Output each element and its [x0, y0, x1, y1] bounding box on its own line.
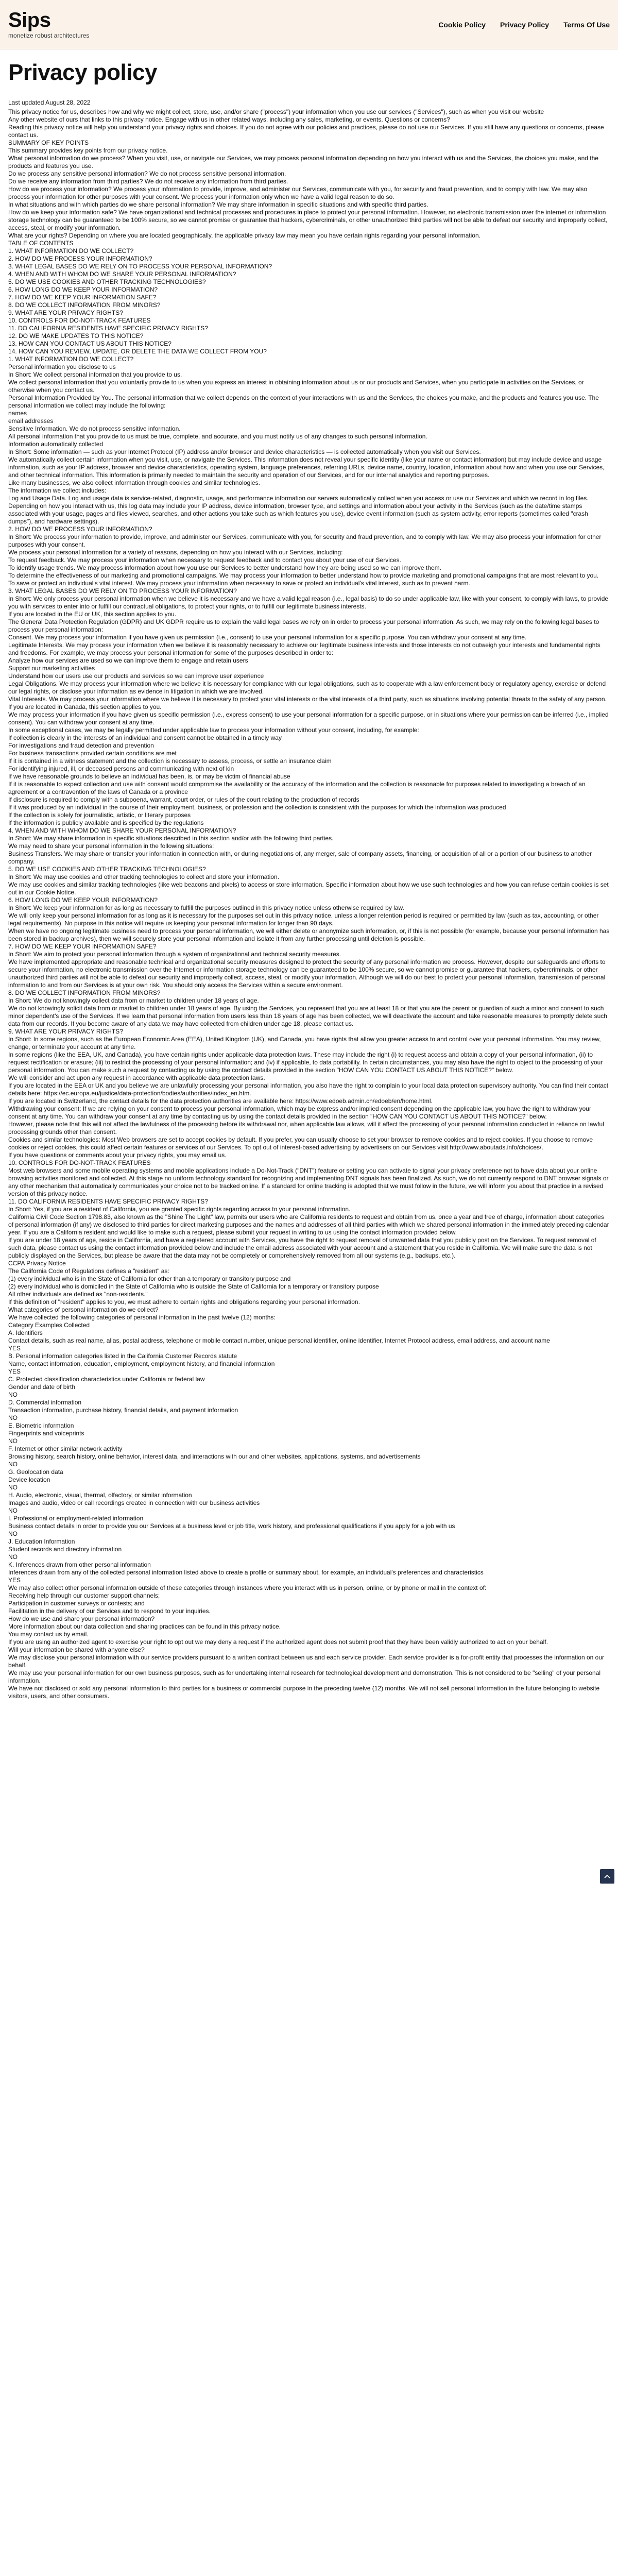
policy-paragraph: 7. HOW DO WE KEEP YOUR INFORMATION SAFE?	[8, 943, 157, 950]
policy-paragraph: California Civil Code Section 1798.83, also known as the "Shine The Light" law, permits our users who are California residents to request and obtain from us, once a year and free of charge, information about categories of personal information (if any) we disclosed to third parties for direct marketing purposes and the names and addresses of all third parties with which we shared personal information in the immediately preceding calendar year. If you are a California resident and would like to make such a request, please submit your request in writing to us using the contact information provided below.	[8, 1213, 609, 1236]
policy-paragraph: NO	[8, 1461, 18, 1468]
policy-paragraph: NO	[8, 1414, 18, 1421]
policy-paragraph: Contact details, such as real name, alias, postal address, telephone or mobile contact number, unique personal identifier, online identifier, Internet Protocol address, email address, and account name	[8, 1337, 550, 1344]
policy-paragraph: We process your personal information for a variety of reasons, depending on how you interact with our Services, including:	[8, 549, 343, 556]
policy-paragraph: If it was produced by an individual in the course of their employment, business, or profession and the collection is consistent with the purposes for which the information was produced	[8, 804, 506, 811]
policy-paragraph: We will only keep your personal information for as long as it is necessary for the purposes set out in this privacy notice, unless a longer retention period is required or permitted by law (such as tax, accounting, or other legal requirements). No purpose in this notice will require us keeping your personal information for longer than 90 days.	[8, 912, 599, 927]
policy-paragraph: Facilitation in the delivery of our Services and to respond to your inquiries.	[8, 1607, 211, 1615]
policy-paragraph: 4. WHEN AND WITH WHOM DO WE SHARE YOUR PERSONAL INFORMATION?	[8, 827, 236, 834]
policy-paragraph: Consent. We may process your information if you have given us permission (i.e., consent) to use your personal information for a specific purpose. You can withdraw your consent at any time.	[8, 634, 527, 641]
policy-paragraph: If you are under 18 years of age, reside in California, and have a registered account with Services, you have the right to request removal of unwanted data that you publicly post on the Services. To request removal of such data, please contact us using the contact information provided below and include the email address associated with your account and a statement that you reside in California. We will make sure the data is not publicly displayed on the Services, but please be aware that the data may not be completely or comprehensively removed from all our systems (e.g., backups, etc.).	[8, 1236, 596, 1259]
policy-paragraph: NO	[8, 1484, 18, 1491]
policy-paragraph: B. Personal information categories listed in the California Customer Records statute	[8, 1352, 237, 1360]
policy-paragraph: 1. WHAT INFORMATION DO WE COLLECT?	[8, 355, 134, 363]
policy-paragraph: All other individuals are defined as "non-residents."	[8, 1291, 148, 1298]
policy-paragraph: To determine the effectiveness of our marketing and promotional campaigns. We may process your information to better understand how to provide marketing and promotional campaigns that are most relevant to you.	[8, 572, 599, 579]
policy-paragraph: Gender and date of birth	[8, 1383, 76, 1391]
policy-paragraph: 7. HOW DO WE KEEP YOUR INFORMATION SAFE?	[8, 294, 157, 301]
policy-paragraph: Support our marketing activities	[8, 665, 95, 672]
policy-paragraph: Do we process any sensitive personal information? We do not process sensitive personal information.	[8, 170, 286, 177]
policy-paragraph: In Short: We may share information in specific situations described in this section and/or with the following third parties.	[8, 835, 334, 842]
policy-paragraph: Device location	[8, 1476, 50, 1483]
nav-privacy-policy[interactable]: Privacy Policy	[500, 20, 549, 29]
policy-paragraph: J. Education Information	[8, 1538, 75, 1545]
policy-paragraph: If you are located in Switzerland, the contact details for the data protection authorities are available here: https://www.edoeb.admin.ch/edoeb/en/home.html.	[8, 1097, 433, 1105]
policy-paragraph: We will consider and act upon any request in accordance with applicable data protection laws.	[8, 1074, 265, 1081]
policy-paragraph: Personal information you disclose to us	[8, 363, 116, 370]
policy-paragraph: If disclosure is required to comply with a subpoena, warrant, court order, or rules of the court relating to the production of records	[8, 796, 359, 803]
policy-paragraph: In Short: We only process your personal information when we believe it is necessary and we have a valid legal reason (i.e., legal basis) to do so under applicable law, like with your consent, to comply with laws, to provide you with services to enter into or fulfill our contractual obligations, to protect your rights, or to fulfill our legitimate business interests.	[8, 595, 609, 610]
policy-paragraph: E. Biometric information	[8, 1422, 74, 1429]
policy-paragraph: How do we keep your information safe? We have organizational and technical processes and procedures in place to protect your personal information. However, no electronic transmission over the internet or information storage technology can be guaranteed to be 100% secure, so we cannot promise or guarantee that hackers, cybercriminals, or other unauthorized third parties will not be able to defeat our security and improperly collect, access, steal, or modify your information.	[8, 209, 608, 231]
policy-paragraph: 9. WHAT ARE YOUR PRIVACY RIGHTS?	[8, 1028, 123, 1035]
policy-paragraph: CCPA Privacy Notice	[8, 1260, 66, 1267]
policy-paragraph: 5. DO WE USE COOKIES AND OTHER TRACKING TECHNOLOGIES?	[8, 866, 206, 873]
policy-paragraph: In some regions (like the EEA, UK, and Canada), you have certain rights under applicable data protection laws. These may include the right (i) to request access and obtain a copy of your personal information, (ii) to request rectification or erasure; (iii) to restrict the processing of your personal information; and (iv) if applicable, to data portability. In certain circumstances, you may also have the right to object to the processing of your personal information. You can make such a request by contacting us by using the contact details provided in the section "HOW CAN YOU CONTACT US ABOUT THIS NOTICE?" below.	[8, 1051, 603, 1074]
policy-paragraph: Inferences drawn from any of the collected personal information listed above to create a profile or summary about, for example, an individual's preferences and characteristics	[8, 1569, 484, 1576]
policy-paragraph: Most web browsers and some mobile operating systems and mobile applications include a Do-Not-Track ("DNT") feature or setting you can activate to signal your privacy preference not to have data about your online browsing activities monitored and collected. At this stage no uniform technology standard for recognizing and implementing DNT signals has been finalized. As such, we do not currently respond to DNT browser signals or any other mechanism that automatically communicates your choice not to be tracked online. If a standard for online tracking is adopted that we must follow in the future, we will inform you about that practice in a revised version of this privacy notice.	[8, 1167, 609, 1197]
back-to-top-button[interactable]	[600, 1869, 614, 1884]
policy-paragraph: Analyze how our services are used so we can improve them to engage and retain users	[8, 657, 248, 664]
policy-paragraph: Cookies and similar technologies: Most Web browsers are set to accept cookies by default. If you prefer, you can usually choose to set your browser to remove cookies and to reject cookies. If you choose to remove cookies or reject cookies, this could affect certain features or services of our Services. To opt out of interest-based advertising by advertisers on our Services visit http://www.aboutads.info/choices/.	[8, 1136, 593, 1151]
policy-paragraph: The California Code of Regulations defines a "resident" as:	[8, 1267, 169, 1275]
policy-paragraph: names	[8, 410, 27, 417]
policy-paragraph: We may need to share your personal information in the following situations:	[8, 842, 214, 850]
policy-paragraph: C. Protected classification characteristics under California or federal law	[8, 1376, 205, 1383]
policy-paragraph: 2. HOW DO WE PROCESS YOUR INFORMATION?	[8, 255, 152, 262]
policy-paragraph: For investigations and fraud detection and prevention	[8, 742, 154, 749]
policy-paragraph: For identifying injured, ill, or deceased persons and communicating with next of kin	[8, 765, 234, 772]
policy-paragraph: Browsing history, search history, online behavior, interest data, and interactions with our and other websites, applications, systems, and advertisements	[8, 1453, 421, 1460]
policy-paragraph: If you are located in Canada, this section applies to you.	[8, 703, 162, 710]
policy-paragraph: To identify usage trends. We may process information about how you use our Services to better understand how they are being used so we can improve them.	[8, 564, 441, 571]
policy-paragraph: 1. WHAT INFORMATION DO WE COLLECT?	[8, 247, 134, 255]
brand[interactable]	[8, 10, 89, 39]
policy-paragraph: Fingerprints and voiceprints	[8, 1430, 84, 1437]
last-updated: Last updated August 28, 2022	[8, 99, 91, 106]
policy-paragraph: NO	[8, 1391, 18, 1398]
policy-paragraph: What are your rights? Depending on where you are located geographically, the applicable privacy law may mean you have certain rights regarding your personal information.	[8, 232, 480, 239]
policy-paragraph: What personal information do we process? When you visit, use, or navigate our Services, we may process personal information depending on how you interact with us and the Services, the choices you make, and the products and features you use.	[8, 155, 598, 170]
policy-paragraph: We have collected the following categories of personal information in the past twelve (12) months:	[8, 1314, 276, 1321]
policy-paragraph: Legal Obligations. We may process your information where we believe it is necessary for compliance with our legal obligations, such as to cooperate with a law enforcement body or regulatory agency, exercise or defend our legal rights, or disclose your information as evidence in litigation in which we are involved.	[8, 680, 606, 695]
policy-paragraph: We have not disclosed or sold any personal information to third parties for a business or commercial purpose in the preceding twelve (12) months. We will not sell personal information in the future belonging to website visitors, users, and other consumers.	[8, 1685, 600, 1700]
policy-paragraph: 9. WHAT ARE YOUR PRIVACY RIGHTS?	[8, 309, 123, 316]
policy-paragraph: 4. WHEN AND WITH WHOM DO WE SHARE YOUR PERSONAL INFORMATION?	[8, 270, 236, 278]
policy-paragraph: Transaction information, purchase history, financial details, and payment information	[8, 1406, 238, 1414]
policy-paragraph: YES	[8, 1345, 21, 1352]
policy-paragraph: In Short: Some information — such as your Internet Protocol (IP) address and/or browser and device characteristics — is collected automatically when you visit our Services.	[8, 448, 481, 455]
policy-paragraph: We may also collect other personal information outside of these categories through instances where you interact with us in person, online, or by phone or mail in the context of:	[8, 1584, 487, 1591]
policy-paragraph: Student records and directory information	[8, 1546, 122, 1553]
policy-paragraph: If we have reasonable grounds to believe an individual has been, is, or may be victim of financial abuse	[8, 773, 290, 780]
policy-paragraph: F. Internet or other similar network activity	[8, 1445, 123, 1452]
policy-paragraph: If you have questions or comments about your privacy rights, you may email us.	[8, 1151, 227, 1159]
policy-paragraph: TABLE OF CONTENTS	[8, 240, 74, 247]
policy-paragraph: We automatically collect certain information when you visit, use, or navigate the Services. This information does not reveal your specific identity (like your name or contact information) but may include device and usage information, such as your IP address, browser and device characteristics, operating system, language preferences, referring URLs, device name, country, location, information about how and when you use our Services, and other technical information. This information is primarily needed to maintain the security and operation of our Services, and for our internal analytics and reporting purposes.	[8, 456, 605, 479]
policy-paragraph: Receiving help through our customer support channels;	[8, 1592, 160, 1599]
policy-paragraph: In Short: We aim to protect your personal information through a system of organizational and technical security measures.	[8, 951, 341, 958]
site-header	[0, 0, 618, 49]
policy-paragraph: YES	[8, 1368, 21, 1375]
chevron-up-icon	[604, 1874, 610, 1878]
policy-paragraph: In Short: We do not knowingly collect data from or market to children under 18 years of age.	[8, 997, 259, 1004]
policy-paragraph: The information we collect includes:	[8, 487, 107, 494]
policy-paragraph: If the collection is solely for journalistic, artistic, or literary purposes	[8, 811, 191, 819]
policy-paragraph: 11. DO CALIFORNIA RESIDENTS HAVE SPECIFIC PRIVACY RIGHTS?	[8, 325, 208, 332]
policy-paragraph: This privacy notice for us, describes how and why we might collect, store, use, and/or share ("process") your information when you use our services ("Services"), such as when you visit our website	[8, 108, 544, 115]
policy-paragraph: G. Geolocation data	[8, 1468, 63, 1476]
brand-name[interactable]: Sips	[8, 9, 51, 31]
policy-paragraph: Log and Usage Data. Log and usage data is service-related, diagnostic, usage, and performance information our servers automatically collect when you access or use our Services and which we record in log files. Depending on how you interact with us, this log data may include your IP address, device information, browser type, and settings and information about your activity in the Services (such as the date/time stamps associated with your usage, pages and files viewed, searches, and other actions you take such as which features you use), device event information (such as system activity, error reports (sometimes called "crash dumps"), and hardware settings).	[8, 495, 589, 525]
policy-paragraph: We collect personal information that you voluntarily provide to us when you express an interest in obtaining information about us or our products and Services, when you participate in activities on the Services, or otherwise when you contact us.	[8, 379, 584, 394]
policy-paragraph: If it is contained in a witness statement and the collection is necessary to assess, process, or settle an insurance claim	[8, 757, 332, 765]
policy-paragraph: If it is reasonable to expect collection and use with consent would compromise the availability or the accuracy of the information and the collection is reasonable for purposes related to investigating a breach of an agreement or a contravention of the laws of Canada or a province	[8, 781, 586, 795]
policy-paragraph: In some exceptional cases, we may be legally permitted under applicable law to process your information without your consent, including, for example:	[8, 726, 419, 734]
policy-paragraph: We may use cookies and similar tracking technologies (like web beacons and pixels) to access or store information. Specific information about how we use such technologies and how you can refuse certain cookies is set out in our Cookie Notice.	[8, 881, 609, 896]
page-title: Privacy policy	[8, 60, 157, 85]
policy-paragraph: We may disclose your personal information with our service providers pursuant to a written contract between us and each service provider. Each service provider is a for-profit entity that processes the information on our behalf.	[8, 1654, 604, 1669]
policy-paragraph: In Short: We collect personal information that you provide to us.	[8, 371, 182, 378]
policy-paragraph: 10. CONTROLS FOR DO-NOT-TRACK FEATURES	[8, 1159, 151, 1166]
policy-paragraph: In Short: Yes, if you are a resident of California, you are granted specific rights regarding access to your personal information.	[8, 1206, 351, 1213]
policy-paragraph: H. Audio, electronic, visual, thermal, olfactory, or similar information	[8, 1492, 192, 1499]
policy-paragraph: If the information is publicly available and is specified by the regulations	[8, 819, 204, 826]
policy-paragraph: If collection is clearly in the interests of an individual and consent cannot be obtained in a timely way	[8, 734, 282, 741]
policy-paragraph: How do we process your information? We process your information to provide, improve, and administer our Services, communicate with you, for security and fraud prevention, and to comply with law. We may also process your information for other purposes with your consent. We process your information only when we have a valid legal reason to do so.	[8, 185, 588, 200]
policy-paragraph: We may process your information if you have given us specific permission (i.e., express consent) to use your personal information for a specific purpose, or in situations where your permission can be inferred (i.e., implied consent). You can withdraw your consent at any time.	[8, 711, 609, 726]
policy-paragraph: This summary provides key points from our privacy notice.	[8, 147, 168, 154]
policy-paragraph: More information about our data collection and sharing practices can be found in this privacy notice.	[8, 1623, 281, 1630]
policy-paragraph: If you are located in the EEA or UK and you believe we are unlawfully processing your personal information, you also have the right to complain to your local data protection supervisory authority. You can find their contact details here: https://ec.europa.eu/justice/data-protection/bodies/authorities/index_en.htm.	[8, 1082, 609, 1097]
policy-paragraph: Vital Interests. We may process your information where we believe it is necessary to protect your vital interests or the vital interests of a third party, such as situations involving potential threats to the safety of any person.	[8, 696, 607, 703]
policy-paragraph: NO	[8, 1530, 18, 1537]
policy-paragraph: K. Inferences drawn from other personal information	[8, 1561, 151, 1568]
policy-paragraph: In Short: We process your information to provide, improve, and administer our Services, communicate with you, for security and fraud prevention, and to comply with law. We may also process your information for other purposes with your consent.	[8, 533, 602, 548]
policy-paragraph: If this definition of "resident" applies to you, we must adhere to certain rights and obligations regarding your personal information.	[8, 1298, 360, 1306]
policy-paragraph: How do we use and share your personal information?	[8, 1615, 155, 1622]
policy-paragraph: We have implemented appropriate and reasonable technical and organizational security measures designed to protect the security of any personal information we process. However, despite our safeguards and efforts to secure your information, no electronic transmission over the Internet or information storage technology can be guaranteed to be 100% secure, so we cannot promise or guarantee that hackers, cybercriminals, or other unauthorized third parties will not be able to defeat our security and improperly collect, access, steal, or modify your information. Although we will do our best to protect your personal information, transmission of personal information to and from our Services is at your own risk. You should only access the Services within a secure environment.	[8, 958, 606, 989]
policy-paragraph: 8. DO WE COLLECT INFORMATION FROM MINORS?	[8, 301, 161, 309]
policy-paragraph: 3. WHAT LEGAL BASES DO WE RELY ON TO PROCESS YOUR PERSONAL INFORMATION?	[8, 263, 272, 270]
policy-paragraph: Reading this privacy notice will help you understand your privacy rights and choices. If you do not agree with our policies and practices, please do not use our Services. If you still have any questions or concerns, please contact us.	[8, 124, 604, 139]
policy-paragraph: In what situations and with which parties do we share personal information? We may share information in specific situations and with specific third parties.	[8, 201, 428, 208]
policy-paragraph: Business contact details in order to provide you our Services at a business level or job title, work history, and professional qualifications if you apply for a job with us	[8, 1522, 455, 1530]
policy-paragraph: Category Examples Collected	[8, 1321, 90, 1329]
policy-paragraph: 14. HOW CAN YOU REVIEW, UPDATE, OR DELETE THE DATA WE COLLECT FROM YOU?	[8, 348, 267, 355]
policy-paragraph: Understand how our users use our products and services so we can improve user experience	[8, 672, 264, 680]
policy-paragraph: 6. HOW LONG DO WE KEEP YOUR INFORMATION?	[8, 896, 158, 904]
policy-paragraph: Withdrawing your consent: If we are relying on your consent to process your personal information, which may be express and/or implied consent depending on the applicable law, you have the right to withdraw your consent at any time. You can withdraw your consent at any time by contacting us by using the contact details provided in the section "HOW CAN YOU CONTACT US ABOUT THIS NOTICE?" below.	[8, 1105, 591, 1120]
policy-paragraph: 13. HOW CAN YOU CONTACT US ABOUT THIS NOTICE?	[8, 340, 171, 347]
policy-paragraph: In Short: In some regions, such as the European Economic Area (EEA), United Kingdom (UK), and Canada, you have rights that allow you greater access to and control over your personal information. You may review, change, or terminate your account at any time.	[8, 1036, 601, 1050]
policy-paragraph: You may contact us by email.	[8, 1631, 89, 1638]
policy-paragraph: Information automatically collected	[8, 440, 104, 448]
brand-tagline: monetize robust architectures	[8, 32, 90, 39]
policy-paragraph: The General Data Protection Regulation (GDPR) and UK GDPR require us to explain the valid legal bases we rely on in order to process your personal information. As such, we may rely on the following legal bases to process your personal information:	[8, 618, 599, 633]
policy-paragraph: Like many businesses, we also collect information through cookies and similar technologies.	[8, 479, 260, 486]
policy-paragraph: (2) every individual who is domiciled in the State of California who is outside the State of California for a temporary or transitory purpose	[8, 1283, 379, 1290]
policy-paragraph: We do not knowingly solicit data from or market to children under 18 years of age. By using the Services, you represent that you are at least 18 or that you are the parent or guardian of such a minor and consent to such minor dependent's use of the Services. If we learn that personal information from users less than 18 years of age has been collected, we will deactivate the account and take reasonable measures to promptly delete such data from our records. If you become aware of any data we may have collected from children under age 18, please contact us.	[8, 1005, 607, 1027]
policy-paragraph: Do we receive any information from third parties? We do not receive any information from third parties.	[8, 178, 288, 185]
policy-paragraph: Participation in customer surveys or contests; and	[8, 1600, 145, 1607]
policy-paragraph: I. Professional or employment-related information	[8, 1515, 144, 1522]
policy-paragraph: All personal information that you provide to us must be true, complete, and accurate, and you must notify us of any changes to such personal information.	[8, 433, 427, 440]
policy-paragraph: email addresses	[8, 417, 54, 425]
policy-paragraph: To request feedback. We may process your information when necessary to request feedback and to contact you about your use of our Services.	[8, 556, 401, 564]
policy-paragraph: Name, contact information, education, employment, employment history, and financial information	[8, 1360, 275, 1367]
main-nav	[438, 21, 610, 29]
policy-paragraph: 2. HOW DO WE PROCESS YOUR INFORMATION?	[8, 526, 152, 533]
policy-paragraph: 11. DO CALIFORNIA RESIDENTS HAVE SPECIFIC PRIVACY RIGHTS?	[8, 1198, 208, 1205]
policy-paragraph: (1) every individual who is in the State of California for other than a temporary or transitory purpose and	[8, 1275, 291, 1282]
policy-body	[8, 108, 610, 1700]
policy-paragraph: NO	[8, 1437, 18, 1445]
policy-paragraph: What categories of personal information do we collect?	[8, 1306, 159, 1313]
policy-paragraph: Sensitive Information. We do not process sensitive information.	[8, 425, 181, 432]
policy-paragraph: SUMMARY OF KEY POINTS	[8, 139, 89, 146]
policy-paragraph: Images and audio, video or call recordings created in connection with our business activities	[8, 1499, 260, 1506]
nav-cookie-policy[interactable]: Cookie Policy	[438, 20, 486, 29]
nav-terms-of-use[interactable]: Terms Of Use	[563, 20, 610, 29]
policy-paragraph: For business transactions provided certain conditions are met	[8, 750, 177, 757]
policy-paragraph: YES	[8, 1577, 21, 1584]
policy-paragraph: Personal Information Provided by You. The personal information that we collect depends on the context of your interactions with us and the Services, the choices you make, and the products and features you use. The personal information we collect may include the following:	[8, 394, 599, 409]
policy-paragraph: Legitimate Interests. We may process your information when we believe it is reasonably necessary to achieve our legitimate business interests and those interests do not outweigh your interests and fundamental rights and freedoms. For example, we may process your personal information for some of the purposes described in order to:	[8, 641, 600, 656]
policy-paragraph: Business Transfers. We may share or transfer your information in connection with, or during negotiations of, any merger, sale of company assets, financing, or acquisition of all or a portion of our business to another company.	[8, 850, 592, 865]
policy-paragraph: NO	[8, 1507, 18, 1514]
policy-paragraph: Will your information be shared with anyone else?	[8, 1646, 145, 1653]
policy-paragraph: D. Commercial information	[8, 1399, 82, 1406]
policy-paragraph: 10. CONTROLS FOR DO-NOT-TRACK FEATURES	[8, 317, 151, 324]
policy-paragraph: 8. DO WE COLLECT INFORMATION FROM MINORS?	[8, 989, 161, 996]
policy-paragraph: A. Identifiers	[8, 1329, 43, 1336]
policy-paragraph: If you are using an authorized agent to exercise your right to opt out we may deny a request if the authorized agent does not submit proof that they have been validly authorized to act on your behalf.	[8, 1638, 548, 1646]
policy-paragraph: When we have no ongoing legitimate business need to process your personal information, we will either delete or anonymize such information, or, if this is not possible (for example, because your personal information has been stored in backup archives), then we will securely store your personal information and isolate it from any further processing until deletion is possible.	[8, 927, 610, 942]
policy-paragraph: 12. DO WE MAKE UPDATES TO THIS NOTICE?	[8, 332, 144, 340]
policy-paragraph: To save or protect an individual's vital interest. We may process your information when necessary to save or protect an individual's vital interest, such as to prevent harm.	[8, 580, 470, 587]
policy-paragraph: 6. HOW LONG DO WE KEEP YOUR INFORMATION?	[8, 286, 158, 293]
policy-paragraph: In Short: We may use cookies and other tracking technologies to collect and store your information.	[8, 873, 280, 880]
policy-paragraph: Any other website of ours that links to this privacy notice. Engage with us in other related ways, including any sales, marketing, or events. Questions or concerns?	[8, 116, 450, 123]
main-content	[0, 49, 618, 1700]
policy-paragraph: 5. DO WE USE COOKIES AND OTHER TRACKING TECHNOLOGIES?	[8, 278, 206, 285]
policy-paragraph: If you are located in the EU or UK, this section applies to you.	[8, 611, 177, 618]
policy-paragraph: 3. WHAT LEGAL BASES DO WE RELY ON TO PROCESS YOUR INFORMATION?	[8, 587, 237, 595]
policy-paragraph: NO	[8, 1553, 18, 1561]
policy-paragraph: However, please note that this will not affect the lawfulness of the processing before its withdrawal nor, when applicable law allows, will it affect the processing of your personal information conducted in reliance on lawful processing grounds other than consent.	[8, 1121, 604, 1136]
policy-paragraph: We may use your personal information for our own business purposes, such as for undertaking internal research for technological development and demonstration. This is not considered to be "selling" of your personal information.	[8, 1669, 601, 1684]
policy-paragraph: In Short: We keep your information for as long as necessary to fulfill the purposes outlined in this privacy notice unless otherwise required by law.	[8, 904, 404, 911]
